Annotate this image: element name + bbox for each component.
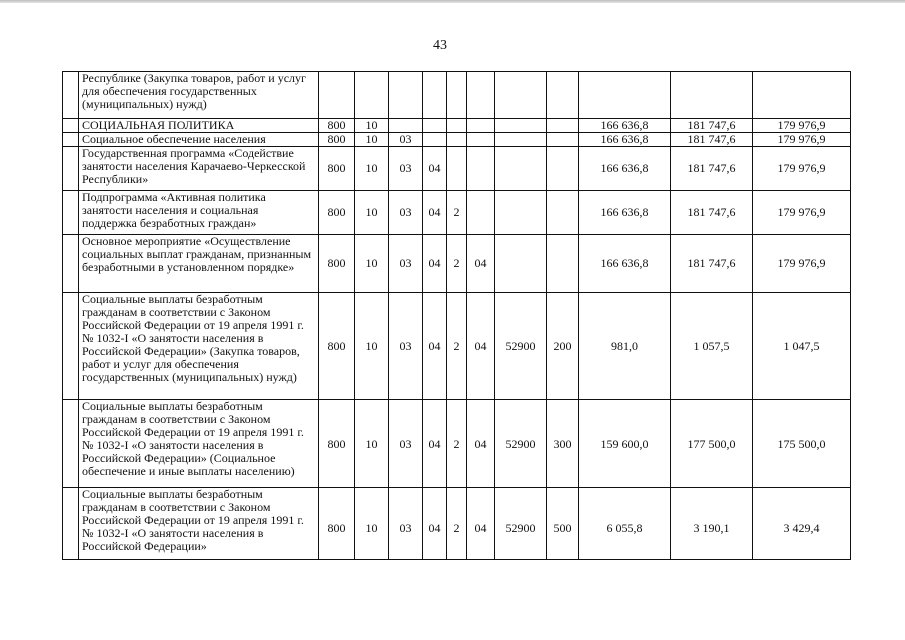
code-section: 10	[355, 119, 389, 133]
code-subsection: 03	[389, 133, 423, 147]
code-activity: 04	[467, 488, 495, 560]
scan-top-edge	[0, 0, 905, 3]
code-activity	[467, 72, 495, 119]
row-name: Государственная программа «Содействие занятости населения Карачаево-Черкесской Республики»	[79, 147, 319, 191]
code-activity: 04	[467, 400, 495, 488]
code-activity: 04	[467, 293, 495, 400]
table-row	[63, 191, 851, 235]
code-direction	[495, 235, 547, 293]
code-direction	[495, 191, 547, 235]
amount-year-1	[579, 72, 671, 119]
page-number: 43	[433, 38, 447, 53]
amount-year-2	[671, 72, 753, 119]
code-program: 04	[423, 293, 447, 400]
table-row	[63, 400, 851, 488]
code-expense-type	[547, 235, 579, 293]
table-row	[63, 133, 851, 147]
code-subsection	[389, 72, 423, 119]
table-row	[63, 119, 851, 133]
row-name: Социальное обеспечение населения	[79, 133, 319, 147]
code-expense-type: 300	[547, 400, 579, 488]
table-row	[63, 293, 851, 400]
code-section: 10	[355, 147, 389, 191]
code-direction: 52900	[495, 400, 547, 488]
row-name: Социальные выплаты безработным гражданам в соответствии с Законом Российской Федерации от 19 апреля 1991 г. № 1032-I «О занятости населения в Российской Федерации»	[79, 488, 319, 560]
code-subsection: 03	[389, 488, 423, 560]
amount-year-1: 6 055,8	[579, 488, 671, 560]
row-name: Социальные выплаты безработным гражданам в соответствии с Законом Российской Федерации от 19 апреля 1991 г. № 1032-I «О занятости населения в Российской Федерации» (Социальное обеспечение и иные выплаты населению)	[79, 400, 319, 488]
code-program	[423, 133, 447, 147]
amount-year-2: 181 747,6	[671, 133, 753, 147]
code-subsection: 03	[389, 235, 423, 293]
code-expense-type: 500	[547, 488, 579, 560]
code-subprogram: 2	[447, 488, 467, 560]
code-subsection	[389, 119, 423, 133]
amount-year-3: 179 976,9	[753, 133, 851, 147]
code-subprogram: 2	[447, 400, 467, 488]
code-program	[423, 72, 447, 119]
code-direction: 52900	[495, 488, 547, 560]
code-expense-type	[547, 72, 579, 119]
code-subprogram: 2	[447, 293, 467, 400]
row-name: СОЦИАЛЬНАЯ ПОЛИТИКА	[79, 119, 319, 133]
code-program	[423, 119, 447, 133]
code-direction	[495, 133, 547, 147]
code-activity	[467, 119, 495, 133]
code-ministry: 800	[319, 133, 355, 147]
table-cell-blank	[63, 293, 79, 400]
code-subprogram	[447, 147, 467, 191]
code-ministry: 800	[319, 147, 355, 191]
code-activity	[467, 133, 495, 147]
code-ministry: 800	[319, 191, 355, 235]
row-name: Основное мероприятие «Осуществление социальных выплат гражданам, признанным безработными в установленном порядке»	[79, 235, 319, 293]
code-program: 04	[423, 191, 447, 235]
amount-year-3: 179 976,9	[753, 147, 851, 191]
code-direction	[495, 119, 547, 133]
amount-year-2: 181 747,6	[671, 235, 753, 293]
table-cell-blank	[63, 400, 79, 488]
table-cell-blank	[63, 133, 79, 147]
code-program: 04	[423, 147, 447, 191]
code-subprogram: 2	[447, 235, 467, 293]
row-name: Подпрограмма «Активная политика занятости населения и социальная поддержка безработных граждан»	[79, 191, 319, 235]
table-cell-blank	[63, 488, 79, 560]
code-section: 10	[355, 400, 389, 488]
code-program: 04	[423, 400, 447, 488]
amount-year-3: 179 976,9	[753, 235, 851, 293]
row-name: Республике (Закупка товаров, работ и услуг для обеспечения государственных (муниципальных) нужд)	[79, 72, 319, 119]
code-subprogram: 2	[447, 191, 467, 235]
amount-year-1: 166 636,8	[579, 191, 671, 235]
code-section	[355, 72, 389, 119]
code-section: 10	[355, 133, 389, 147]
code-ministry: 800	[319, 400, 355, 488]
amount-year-1: 166 636,8	[579, 147, 671, 191]
code-direction	[495, 72, 547, 119]
amount-year-2: 181 747,6	[671, 147, 753, 191]
code-subprogram	[447, 72, 467, 119]
amount-year-1: 166 636,8	[579, 119, 671, 133]
code-ministry: 800	[319, 293, 355, 400]
code-activity	[467, 147, 495, 191]
table-cell-blank	[63, 191, 79, 235]
amount-year-3: 179 976,9	[753, 119, 851, 133]
amount-year-2: 3 190,1	[671, 488, 753, 560]
code-subsection: 03	[389, 400, 423, 488]
budget-table	[62, 71, 851, 560]
code-activity: 04	[467, 235, 495, 293]
amount-year-3: 175 500,0	[753, 400, 851, 488]
code-expense-type: 200	[547, 293, 579, 400]
table-cell-blank	[63, 72, 79, 119]
code-subprogram	[447, 133, 467, 147]
table-cell-blank	[63, 147, 79, 191]
amount-year-3	[753, 72, 851, 119]
code-program: 04	[423, 488, 447, 560]
code-section: 10	[355, 235, 389, 293]
table-row	[63, 235, 851, 293]
code-ministry: 800	[319, 488, 355, 560]
table-cell-blank	[63, 235, 79, 293]
code-section: 10	[355, 191, 389, 235]
amount-year-3: 3 429,4	[753, 488, 851, 560]
code-expense-type	[547, 191, 579, 235]
code-expense-type	[547, 133, 579, 147]
amount-year-1: 166 636,8	[579, 133, 671, 147]
code-expense-type	[547, 147, 579, 191]
code-subsection: 03	[389, 191, 423, 235]
code-ministry: 800	[319, 119, 355, 133]
amount-year-2: 181 747,6	[671, 191, 753, 235]
code-subsection: 03	[389, 293, 423, 400]
code-direction: 52900	[495, 293, 547, 400]
row-name: Социальные выплаты безработным гражданам в соответствии с Законом Российской Федерации от 19 апреля 1991 г. № 1032-I «О занятости населения в Российской Федерации» (Закупка товаров, работ и услуг для обеспечения государственных (муниципальных) нужд)	[79, 293, 319, 400]
code-ministry	[319, 72, 355, 119]
amount-year-3: 179 976,9	[753, 191, 851, 235]
code-section: 10	[355, 293, 389, 400]
amount-year-1: 981,0	[579, 293, 671, 400]
amount-year-1: 166 636,8	[579, 235, 671, 293]
code-program: 04	[423, 235, 447, 293]
code-direction	[495, 147, 547, 191]
amount-year-2: 177 500,0	[671, 400, 753, 488]
amount-year-1: 159 600,0	[579, 400, 671, 488]
amount-year-2: 181 747,6	[671, 119, 753, 133]
amount-year-3: 1 047,5	[753, 293, 851, 400]
table-cell-blank	[63, 119, 79, 133]
code-activity	[467, 191, 495, 235]
code-expense-type	[547, 119, 579, 133]
code-section: 10	[355, 488, 389, 560]
code-subsection: 03	[389, 147, 423, 191]
code-subprogram	[447, 119, 467, 133]
amount-year-2: 1 057,5	[671, 293, 753, 400]
table-row	[63, 72, 851, 119]
table-row	[63, 147, 851, 191]
code-ministry: 800	[319, 235, 355, 293]
table-row	[63, 488, 851, 560]
